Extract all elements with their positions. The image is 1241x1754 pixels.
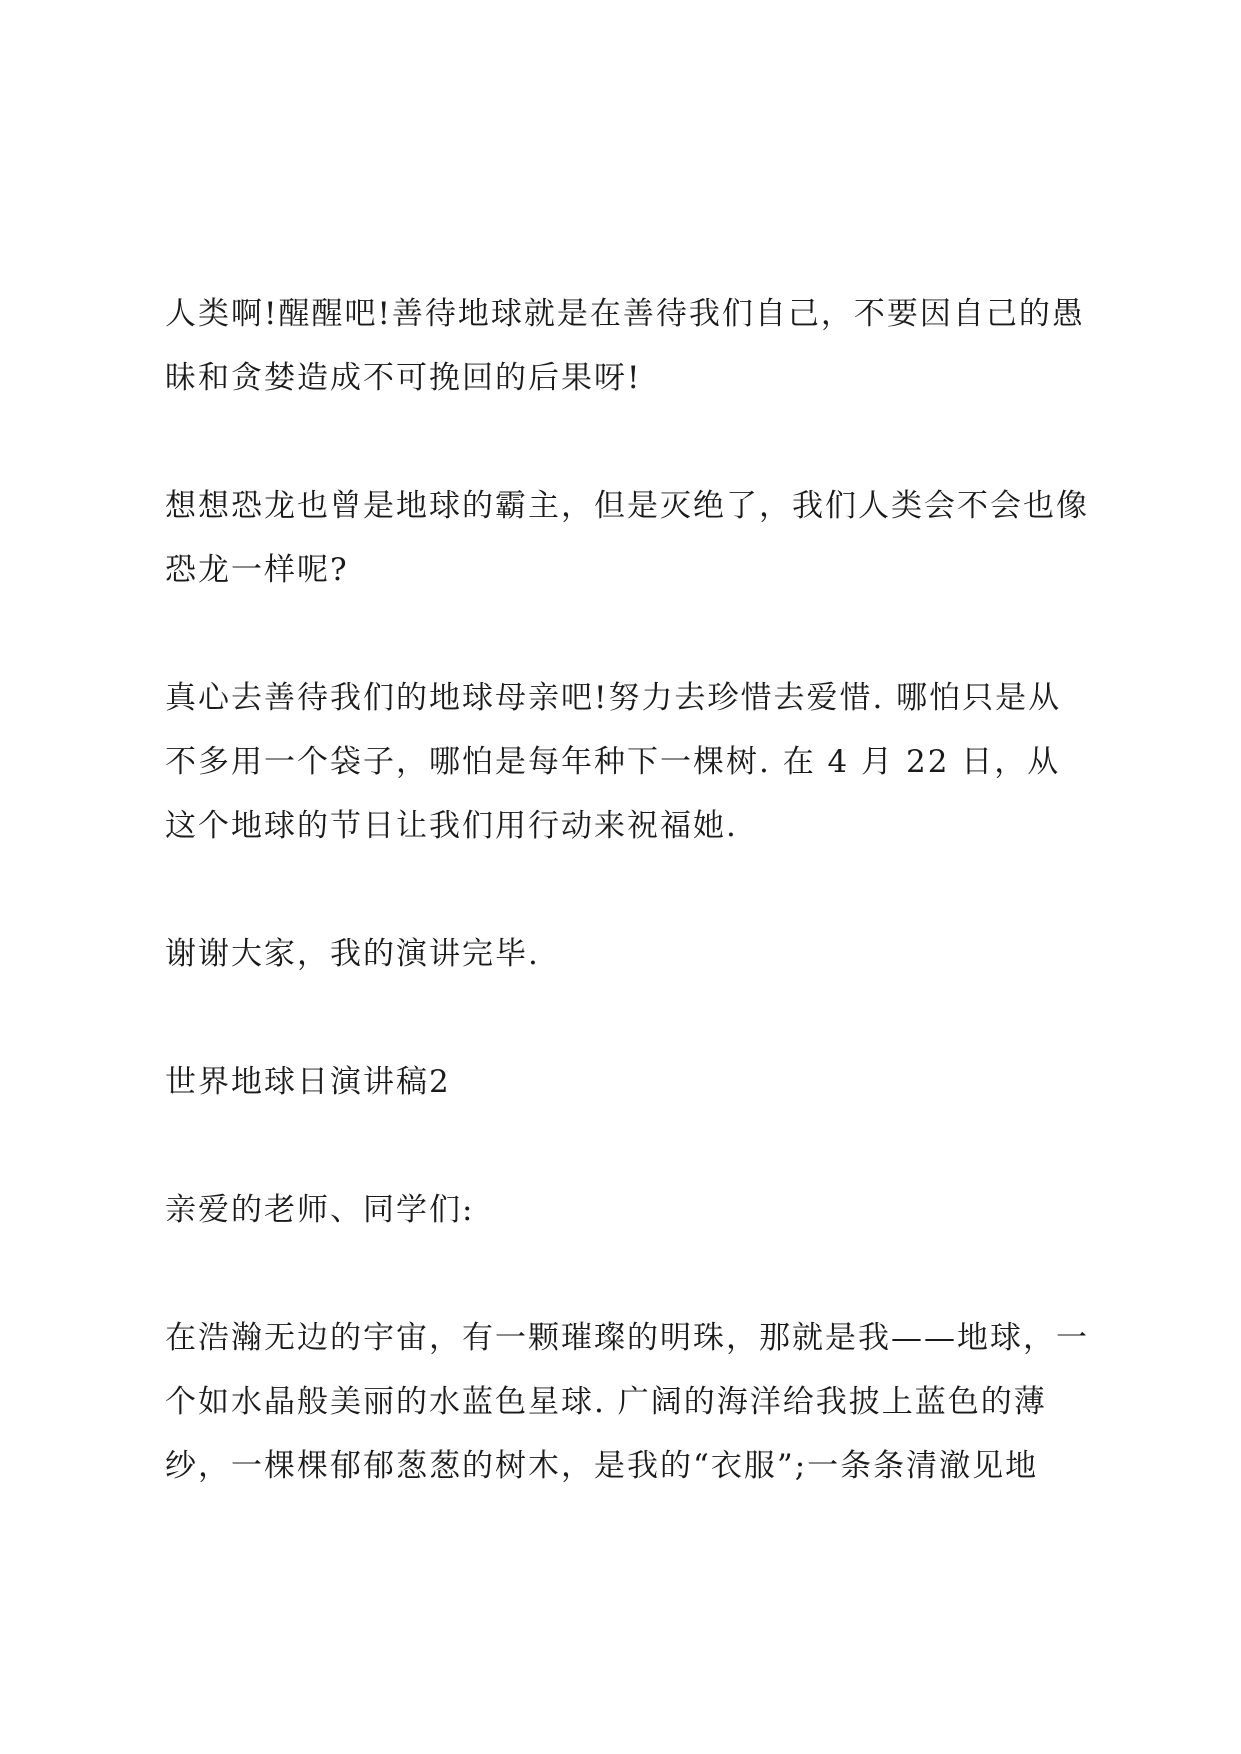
paragraph-thanks: 谢谢大家，我的演讲完毕. — [165, 936, 540, 972]
paragraph-dinosaur: 想想恐龙也曾是地球的霸主，但是灭绝了，我们人类会不会也像恐龙一样呢? — [165, 488, 1089, 588]
paragraph-earth-intro: 在浩瀚无边的宇宙，有一颗璀璨的明珠，那就是我——地球，一个如水晶般美丽的水蓝色星球. 广阔的海洋给我披上蓝色的薄纱，一棵棵郁郁葱葱的树木，是我的“衣服”;一条条清澈见地 — [165, 1320, 1089, 1484]
paragraph-wake-up: 人类啊!醒醒吧!善待地球就是在善待我们自己，不要因自己的愚昧和贪婪造成不可挽回的后果呀! — [165, 296, 1085, 396]
paragraph-spacer — [165, 602, 1090, 666]
paragraph-spacer — [165, 858, 1090, 922]
paragraph-spacer — [165, 1114, 1090, 1178]
speech-title: 世界地球日演讲稿2 — [165, 1064, 451, 1100]
salutation: 亲爱的老师、同学们: — [165, 1192, 475, 1228]
paragraph-cherish-earth: 真心去善待我们的地球母亲吧!努力去珍惜去爱惜. 哪怕只是从不多用一个袋子，哪怕是每年种下一棵树. 在 4 月 22 日，从这个地球的节日让我们用行动来祝福她. — [165, 680, 1062, 844]
document-body — [165, 282, 1090, 1498]
paragraph-spacer — [165, 986, 1090, 1050]
paragraph-spacer — [165, 1242, 1090, 1306]
paragraph-spacer — [165, 410, 1090, 474]
